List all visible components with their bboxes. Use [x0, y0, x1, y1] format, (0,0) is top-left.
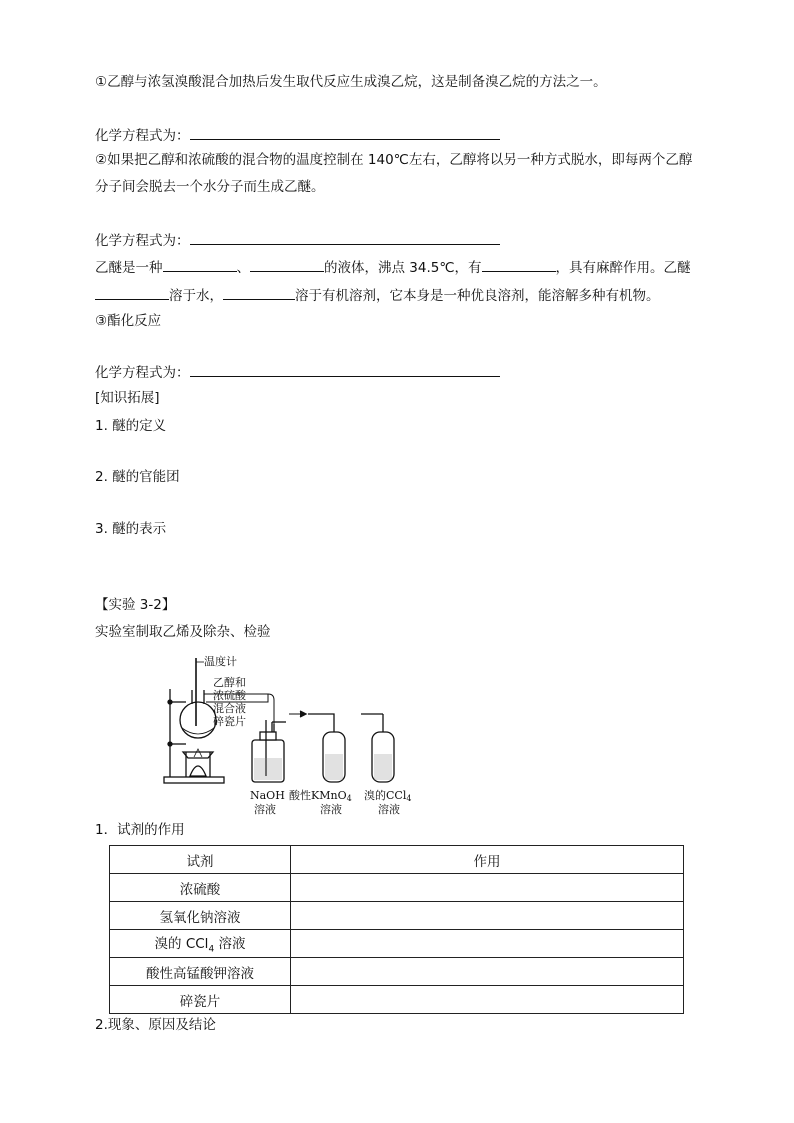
label-kmno4-2: 溶液	[320, 803, 342, 816]
ether-text-f: 溶于有机溶剂，它本身是一种优良溶剂，能溶解多种有机物。	[295, 288, 660, 304]
experiment-heading: 【实验 3-2】	[95, 597, 176, 613]
answer-blank	[163, 257, 237, 272]
equation-line-1	[95, 125, 500, 145]
label-naoh-1: NaOH	[250, 789, 285, 802]
ether-text-d: ，具有麻醉作用。乙醚	[555, 260, 691, 276]
label-mix-2: 浓硫酸	[213, 689, 246, 702]
reagent-cell: 溴的 CCl$_4$ 溶液	[110, 930, 291, 958]
ether-description-line-2	[95, 285, 660, 305]
equation-label: 化学方程式为：	[95, 233, 190, 249]
label-thermometer: 温度计	[204, 655, 237, 668]
label-naoh-2: 溶液	[254, 803, 276, 816]
reagent-cell: 酸性高锰酸钾溶液	[110, 958, 291, 986]
role-answer-cell[interactable]	[291, 930, 684, 958]
ether-text-e: 溶于水，	[169, 288, 223, 304]
experiment-subtitle: 实验室制取乙烯及除杂、检验	[95, 624, 271, 640]
ether-text-c: 的液体，沸点 34.5℃，有	[324, 260, 482, 276]
wire-gauze	[183, 752, 213, 758]
table-row	[110, 902, 684, 930]
knowledge-heading: [知识拓展]	[95, 390, 160, 406]
table-header-row	[110, 846, 684, 874]
reagent-cell: 浓硫酸	[110, 874, 291, 902]
ethylene-apparatus-diagram	[158, 654, 428, 819]
label-chips: 碎瓷片	[213, 715, 246, 728]
role-answer-cell[interactable]	[291, 958, 684, 986]
answer-blank	[95, 285, 169, 300]
answer-blank	[190, 362, 500, 377]
reaction-flask	[180, 702, 216, 738]
answer-blank	[190, 125, 500, 140]
header-role: 作用	[291, 846, 684, 874]
answer-blank	[250, 257, 324, 272]
table-row	[110, 986, 684, 1014]
equation-line-3	[95, 362, 500, 382]
role-answer-cell[interactable]	[291, 902, 684, 930]
equation-label: 化学方程式为：	[95, 128, 190, 144]
label-mix-1: 乙醇和	[213, 676, 246, 689]
reagent-role-table	[109, 845, 684, 1014]
reaction-item-3: ③酯化反应	[95, 313, 162, 329]
role-answer-cell[interactable]	[291, 986, 684, 1014]
role-answer-cell[interactable]	[291, 874, 684, 902]
equation-label: 化学方程式为：	[95, 365, 190, 381]
knowledge-point-3: 3. 醚的表示	[95, 521, 167, 537]
alcohol-lamp	[190, 766, 206, 776]
answer-blank	[190, 230, 500, 245]
label-bromine-2: 溶液	[378, 803, 400, 816]
table-row	[110, 930, 684, 958]
table-row	[110, 958, 684, 986]
section-2-heading: 2.现象、原因及结论	[95, 1017, 216, 1033]
reagent-cell: 氢氧化钠溶液	[110, 902, 291, 930]
equation-line-2	[95, 230, 500, 250]
reaction-item-1: ①乙醇与浓氢溴酸混合加热后发生取代反应生成溴乙烷，这是制备溴乙烷的方法之一。	[95, 74, 607, 90]
stand-base	[164, 777, 224, 783]
section-1-heading: 1．试剂的作用	[95, 822, 185, 838]
reaction-item-2-line-2: 分子间会脱去一个水分子而生成乙醚。	[95, 179, 325, 195]
reaction-item-2-line-1: ②如果把乙醇和浓硫酸的混合物的温度控制在 140℃左右，乙醇将以另一种方式脱水，即每两个乙醇	[95, 152, 693, 168]
answer-blank	[482, 257, 556, 272]
knowledge-point-1: 1. 醚的定义	[95, 418, 167, 434]
header-reagent: 试剂	[110, 846, 291, 874]
ether-text-b: 、	[236, 260, 250, 276]
ether-text-a: 乙醚是一种	[95, 260, 163, 276]
label-kmno4-1: 酸性KMnO4	[289, 789, 352, 803]
table-row	[110, 874, 684, 902]
label-bromine-1: 溴的CCl4	[364, 789, 412, 803]
label-mix-3: 混合液	[213, 702, 246, 715]
knowledge-point-2: 2. 醚的官能团	[95, 469, 180, 485]
ether-description-line-1	[95, 257, 691, 277]
reagent-cell: 碎瓷片	[110, 986, 291, 1014]
answer-blank	[223, 285, 295, 300]
